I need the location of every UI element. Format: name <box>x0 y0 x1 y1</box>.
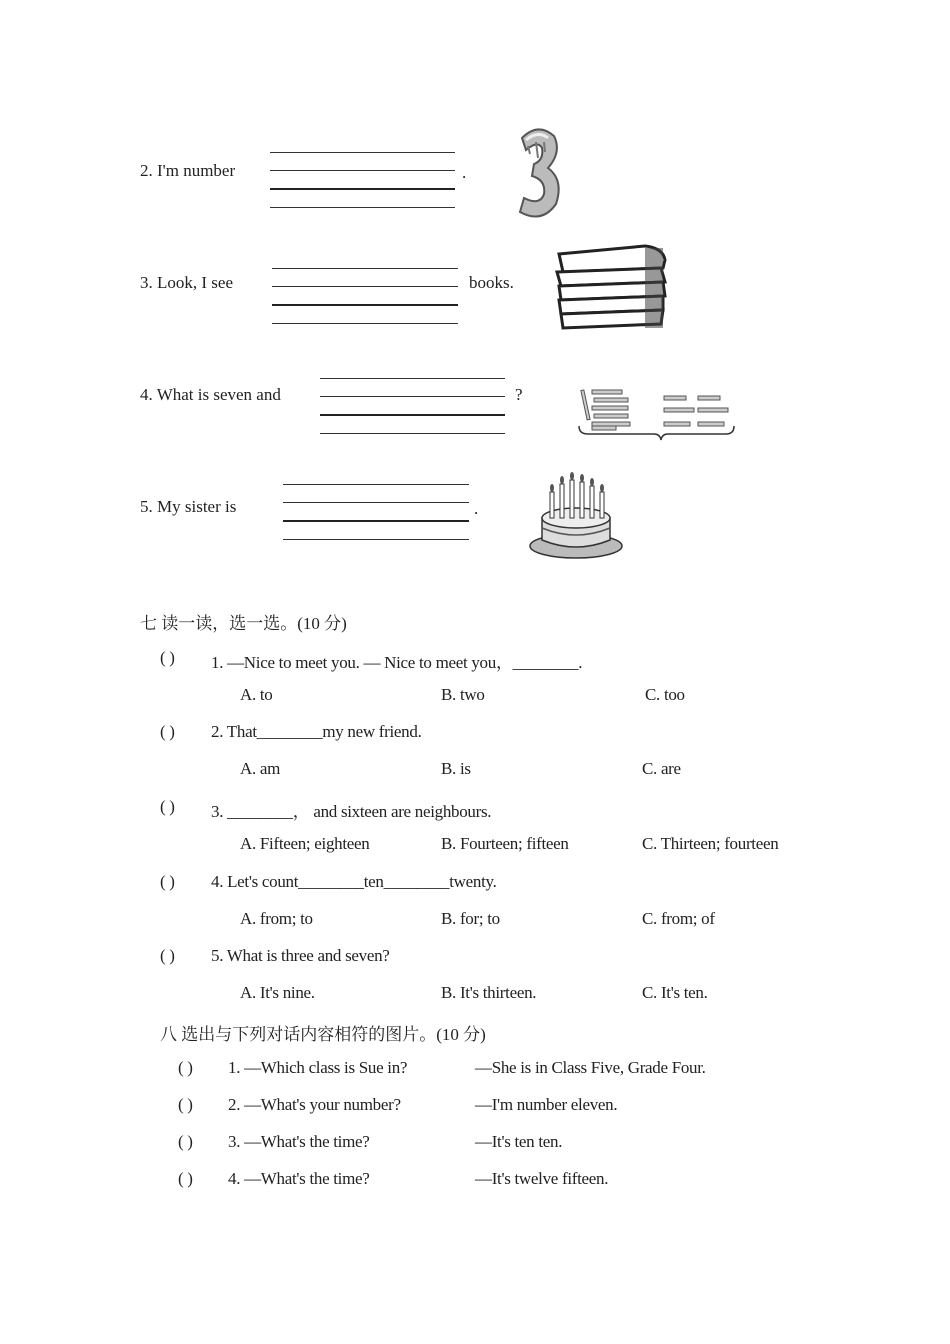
dialog-question: 4. —What's the time? <box>228 1169 370 1188</box>
option-a[interactable]: A. am <box>240 759 281 778</box>
answer-paren[interactable]: ( ) <box>160 872 175 891</box>
question-text: 3. ________， and sixteen are neighbours. <box>211 802 492 821</box>
answer-paren[interactable]: ( ) <box>160 797 175 816</box>
dialog-answer: —She is in Class Five, Grade Four. <box>475 1058 706 1077</box>
question-text: 4. Let's count________ten________twenty. <box>211 872 497 891</box>
birthday-cake-picture <box>528 474 624 562</box>
option-b[interactable]: B. is <box>441 759 471 778</box>
option-c[interactable]: C. It's ten. <box>642 983 708 1002</box>
option-b[interactable]: B. two <box>441 685 485 704</box>
answer-paren[interactable]: ( ) <box>160 722 175 741</box>
option-a[interactable]: A. It's nine. <box>240 983 315 1002</box>
answer-paren[interactable]: ( ) <box>178 1058 193 1077</box>
option-c[interactable]: C. too <box>645 685 685 704</box>
question-5-end: . <box>474 499 479 518</box>
option-b[interactable]: B. for; to <box>441 909 500 928</box>
stack-of-books-picture <box>553 242 668 334</box>
option-c[interactable]: C. are <box>642 759 681 778</box>
option-a[interactable]: A. from; to <box>240 909 313 928</box>
pencils-picture <box>576 386 738 442</box>
section-8-heading: 八 选出与下列对话内容相符的图片。(10 分) <box>160 1025 486 1044</box>
dialog-answer: —It's ten ten. <box>475 1132 563 1151</box>
dialog-question: 1. —Which class is Sue in? <box>228 1058 408 1077</box>
dialog-answer: —It's twelve fifteen. <box>475 1169 609 1188</box>
question-5-prompt: 5. My sister is <box>140 497 237 516</box>
question-2-prompt: 2. I'm number <box>140 161 236 180</box>
question-4-end: ? <box>515 385 523 404</box>
dialog-answer: —I'm number eleven. <box>475 1095 618 1114</box>
answer-paren[interactable]: ( ) <box>178 1095 193 1114</box>
dialog-question: 2. —What's your number? <box>228 1095 401 1114</box>
question-2-end: . <box>462 163 467 182</box>
answer-paren[interactable]: ( ) <box>160 648 175 667</box>
question-text: 5. What is three and seven? <box>211 946 390 965</box>
answer-paren[interactable]: ( ) <box>178 1169 193 1188</box>
dialog-question: 3. —What's the time? <box>228 1132 370 1151</box>
option-b[interactable]: B. Fourteen; fifteen <box>441 834 569 853</box>
option-c[interactable]: C. from; of <box>642 909 715 928</box>
option-a[interactable]: A. to <box>240 685 273 704</box>
option-c[interactable]: C. Thirteen; fourteen <box>642 834 779 853</box>
question-text: 1. —Nice to meet you. — Nice to meet you，________. <box>211 653 583 672</box>
question-3-end: books. <box>469 273 514 292</box>
question-text: 2. That________my new friend. <box>211 722 422 741</box>
option-a[interactable]: A. Fifteen; eighteen <box>240 834 370 853</box>
option-b[interactable]: B. It's thirteen. <box>441 983 537 1002</box>
section-7-heading: 七 读一读，选一选。(10 分) <box>140 614 347 633</box>
answer-paren[interactable]: ( ) <box>178 1132 193 1151</box>
number-three-picture <box>512 124 564 222</box>
answer-paren[interactable]: ( ) <box>160 946 175 965</box>
question-3-prompt: 3. Look, I see <box>140 273 234 292</box>
question-4-prompt: 4. What is seven and <box>140 385 281 404</box>
